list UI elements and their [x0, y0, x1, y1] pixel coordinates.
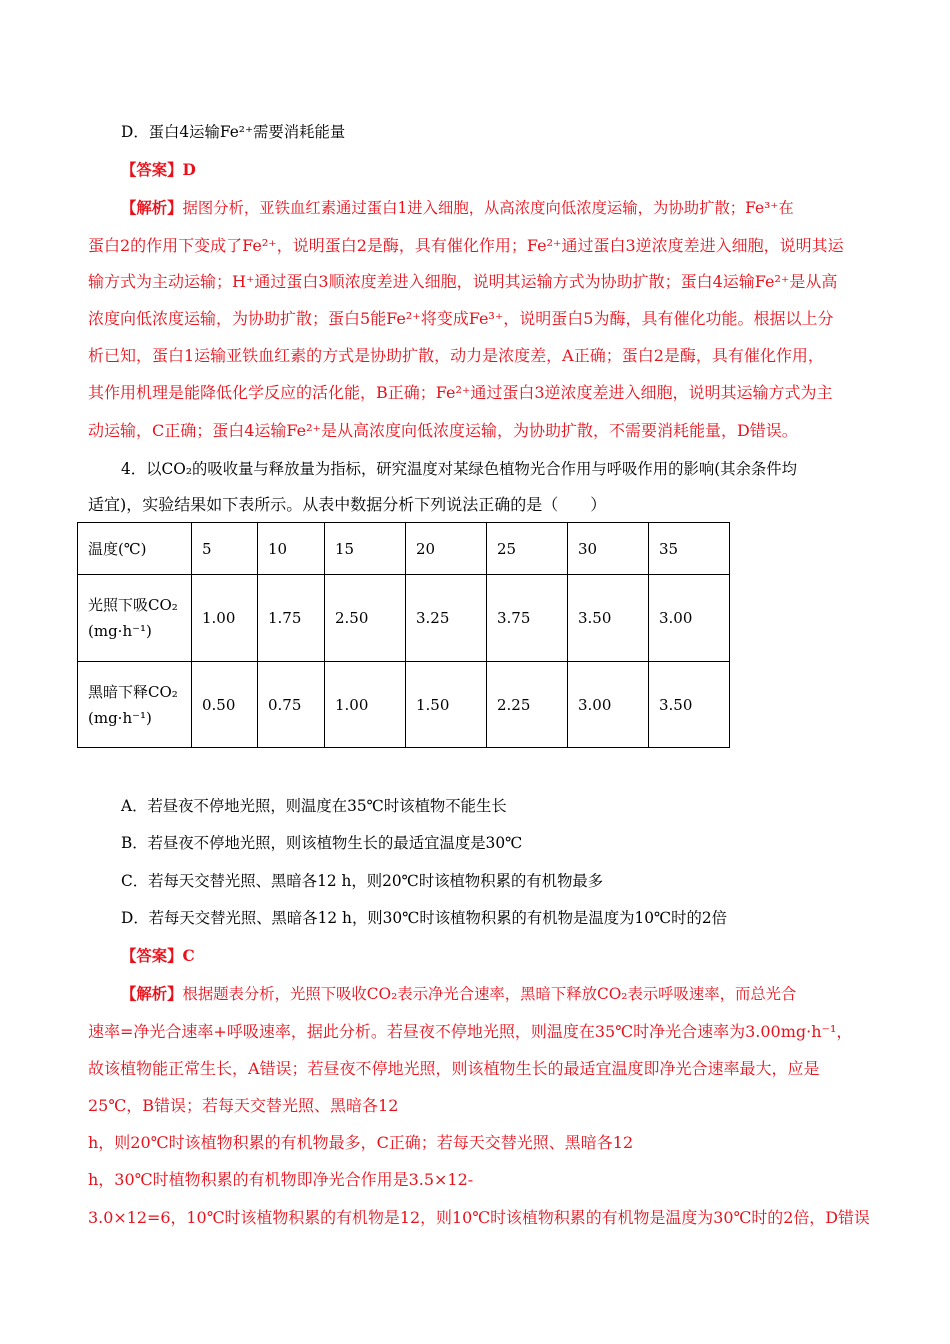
value-cell: 1.75: [258, 575, 325, 662]
value-cell: 2.50: [325, 575, 406, 662]
table-header-row: [78, 523, 730, 575]
temp-cell: 35: [649, 523, 730, 575]
temp-cell: 5: [192, 523, 258, 575]
dark-row-label-1: 黑暗下释CO₂: [88, 682, 178, 701]
value-cell: 1.00: [192, 575, 258, 662]
analysis-2-line-4: h，则20℃时该植物积累的有机物最多，C正确；若每天交替光照、黑暗各12: [88, 1133, 634, 1152]
value-cell: 3.50: [649, 662, 730, 748]
option-d: D．若每天交替光照、黑暗各12 h，则30℃时该植物积累的有机物是温度为10℃时的2倍: [121, 909, 727, 927]
value-cell: 3.00: [568, 662, 649, 748]
option-b: B．若昼夜不停地光照，则该植物生长的最适宜温度是30℃: [121, 834, 523, 852]
temp-cell: 10: [258, 523, 325, 575]
analysis-2-line-0: [121, 984, 901, 1004]
answer-2-value: C: [182, 947, 195, 965]
analysis-1-line-4: 析已知，蛋白1运输亚铁血红素的方式是协助扩散，动力是浓度差，A正确；蛋白2是酶，具有催化作用，: [88, 346, 824, 365]
analysis-1-label: 【解析】: [121, 199, 183, 217]
answer-1-value: D: [182, 161, 196, 179]
light-row-label: [78, 575, 192, 662]
analysis-2-line-5: h，30℃时植物积累的有机物即净光合作用是3.5×12-: [88, 1170, 474, 1189]
analysis-1-line-2: 输方式为主动运输；H⁺通过蛋白3顺浓度差进入细胞，说明其运输方式为协助扩散；蛋白4运输Fe²⁺是从高: [88, 272, 838, 291]
option-c: C．若每天交替光照、黑暗各12 h，则20℃时该植物积累的有机物最多: [121, 872, 604, 890]
value-cell: 2.25: [487, 662, 568, 748]
option-a: A．若昼夜不停地光照，则温度在35℃时该植物不能生长: [121, 797, 507, 815]
light-row-label-2: (mg·h⁻¹): [88, 622, 152, 640]
analysis-2-line-2: 故该植物能正常生长，A错误；若昼夜不停地光照，则该植物生长的最适宜温度即净光合速率最大，应是: [88, 1059, 820, 1078]
value-cell: 1.50: [406, 662, 487, 748]
analysis-2-text-0: 根据题表分析，光照下吸收CO₂表示净光合速率，黑暗下释放CO₂表示呼吸速率，而总光合: [182, 985, 797, 1003]
answer-1: [121, 160, 901, 180]
analysis-2-line-1: 速率=净光合速率+呼吸速率，据此分析。若昼夜不停地光照，则温度在35℃时净光合速率为3.00mg·h⁻¹，: [88, 1022, 853, 1041]
value-cell: 3.50: [568, 575, 649, 662]
table-header-label: 温度(℃): [78, 523, 192, 575]
value-cell: 3.25: [406, 575, 487, 662]
analysis-1-line-0: [121, 198, 901, 218]
value-cell: 1.00: [325, 662, 406, 748]
temp-cell: 30: [568, 523, 649, 575]
analysis-2-label: 【解析】: [121, 985, 183, 1003]
answer-1-label: 【答案】: [121, 161, 183, 179]
table-row-light: [78, 575, 730, 662]
analysis-2-line-3: 25℃，B错误；若每天交替光照、黑暗各12: [88, 1096, 399, 1115]
prev-option-d: D．蛋白4运输Fe²⁺需要消耗能量: [121, 123, 346, 141]
table-row-dark: [78, 662, 730, 748]
analysis-1-line-3: 浓度向低浓度运输，为协助扩散；蛋白5能Fe²⁺将变成Fe³⁺，说明蛋白5为酶，具有催化功能。根据以上分: [88, 309, 834, 328]
temp-cell: 15: [325, 523, 406, 575]
analysis-1-line-6: 动运输，C正确；蛋白4运输Fe²⁺是从高浓度向低浓度运输，为协助扩散，不需要消耗能量，D错误。: [88, 421, 798, 440]
dark-row-label-2: (mg·h⁻¹): [88, 708, 152, 727]
answer-2: [121, 946, 901, 966]
analysis-1-line-5: 其作用机理是能降低化学反应的活化能，B正确；Fe²⁺通过蛋白3逆浓度差进入细胞，说明其运输方式为主: [88, 383, 833, 402]
value-cell: 0.75: [258, 662, 325, 748]
light-row-label-1: 光照下吸CO₂: [88, 596, 178, 614]
analysis-1-text-0: 据图分析，亚铁血红素通过蛋白1进入细胞，从高浓度向低浓度运输，为协助扩散；Fe³⁺在: [182, 199, 794, 217]
data-table: [77, 522, 730, 748]
analysis-2-line-6: 3.0×12=6，10℃时该植物积累的有机物是12，则10℃时该植物积累的有机物是温度为30℃时的2倍，D错误: [88, 1208, 870, 1227]
value-cell: 0.50: [192, 662, 258, 748]
question-4-line-1: 4．以CO₂的吸收量与释放量为指标，研究温度对某绿色植物光合作用与呼吸作用的影响(其余条件均: [121, 460, 798, 478]
temp-cell: 25: [487, 523, 568, 575]
value-cell: 3.75: [487, 575, 568, 662]
answer-2-label: 【答案】: [121, 947, 183, 965]
temp-cell: 20: [406, 523, 487, 575]
question-4-line-2: 适宜)，实验结果如下表所示。从表中数据分析下列说法正确的是（ ）: [88, 495, 607, 514]
dark-row-label: [78, 662, 192, 748]
analysis-1-line-1: 蛋白2的作用下变成了Fe²⁺，说明蛋白2是酶，具有催化作用；Fe²⁺通过蛋白3逆浓度差进入细胞，说明其运: [88, 236, 844, 255]
value-cell: 3.00: [649, 575, 730, 662]
